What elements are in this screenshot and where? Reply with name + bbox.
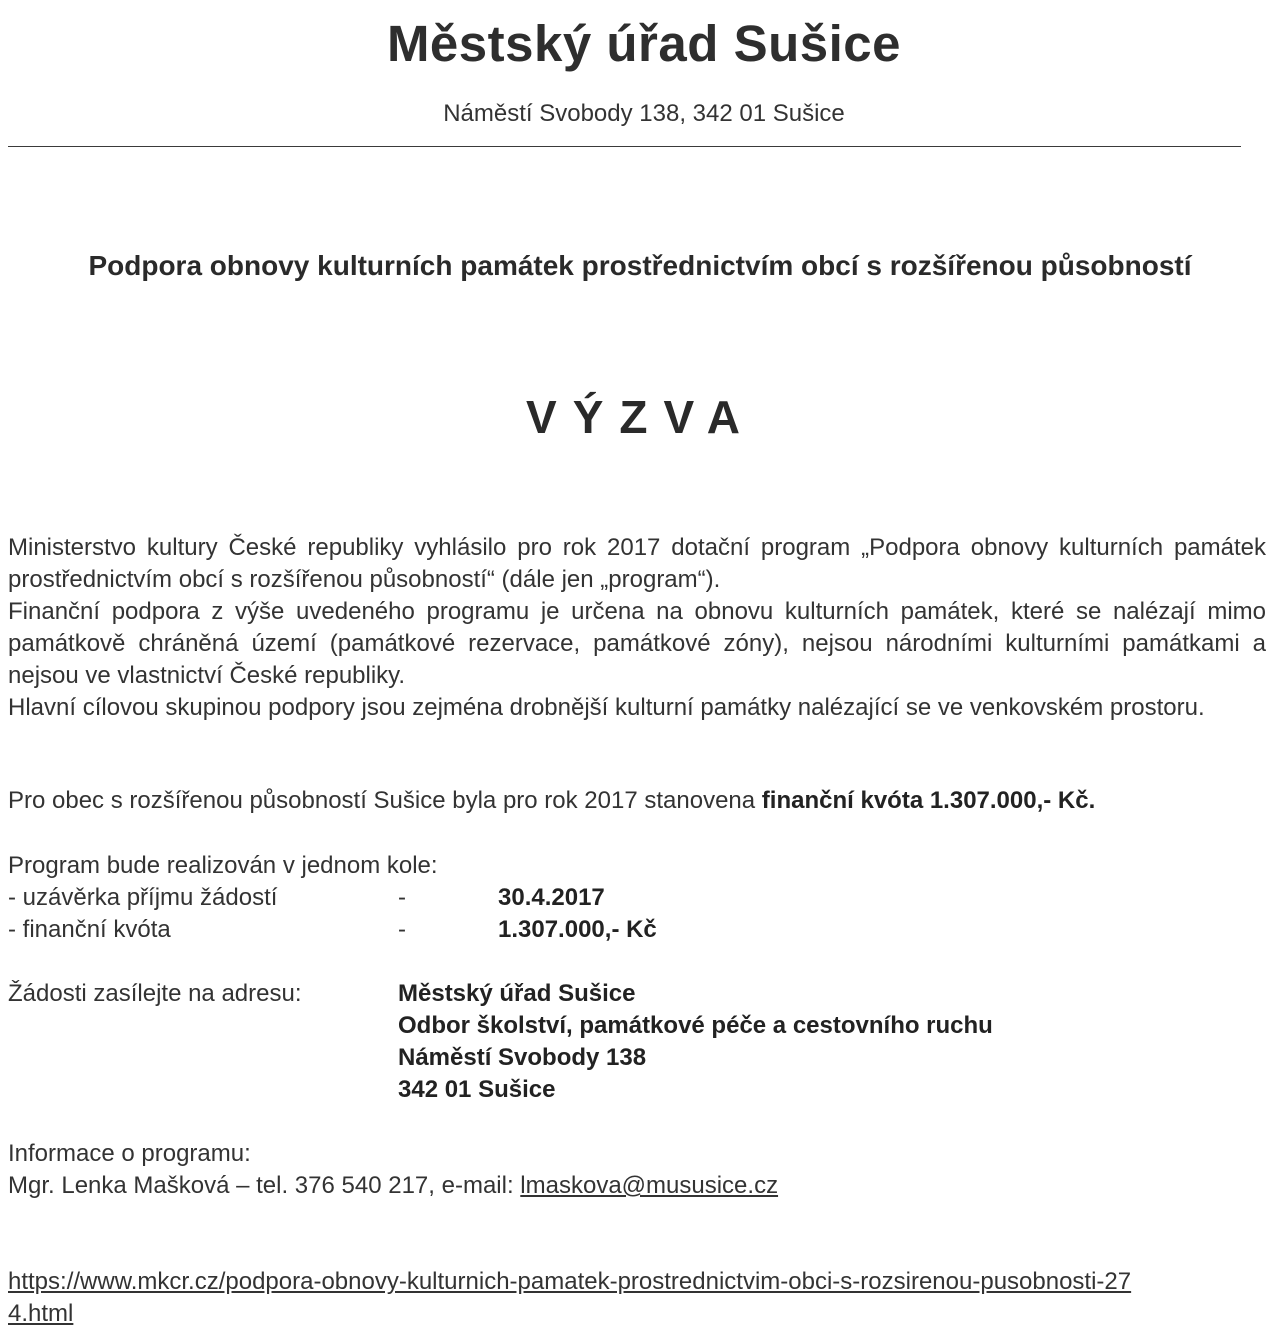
address-line: 342 01 Sušice <box>398 1076 556 1103</box>
info-label: Informace o programu: <box>8 1140 251 1167</box>
rounds-item-dash: - <box>398 916 406 943</box>
info-section <box>8 1138 1266 1202</box>
rounds-intro-row <box>8 850 1266 882</box>
program-title: Podpora obnovy kulturních památek prostřednictvím obcí s rozšířenou působností <box>88 250 1192 281</box>
call-heading: VÝZVA <box>526 391 756 443</box>
intro-paragraph-3: Hlavní cílovou skupinou podpory jsou zejména drobnější kulturní památky nalézající se ve venkovském prostoru. <box>8 694 1205 721</box>
rounds-intro: Program bude realizován v jednom kole: <box>8 852 438 879</box>
rounds-item-label: - finanční kvóta <box>8 916 171 943</box>
address-lines <box>398 978 993 1106</box>
quota-text: Pro obec s rozšířenou působností Sušice byla pro rok 2017 stanovena <box>8 787 762 814</box>
office-name: Městský úřad Sušice <box>386 15 902 72</box>
source-section <box>8 1266 1148 1330</box>
address-line: Městský úřad Sušice <box>398 980 636 1007</box>
source-url-link[interactable]: https://www.mkcr.cz/podpora-obnovy-kulturnich-pamatek-prostrednictvim-obci-s-rozsirenou-pusobnosti-274.html <box>8 1268 1132 1327</box>
rounds-item-quota <box>8 914 1266 946</box>
rounds-item-deadline <box>8 882 1266 914</box>
address-line: Odbor školství, památkové péče a cestovního ruchu <box>398 1012 993 1039</box>
rounds-item-dash: - <box>398 884 406 911</box>
address-label: Žádosti zasílejte na adresu: <box>8 980 302 1007</box>
quota-statement <box>8 785 1266 817</box>
rounds-section <box>8 850 1266 946</box>
rounds-item-value: 30.4.2017 <box>498 884 605 911</box>
office-address: Náměstí Svobody 138, 342 01 Sušice <box>443 100 845 127</box>
info-contact: Mgr. Lenka Mašková – tel. 376 540 217, e-mail: <box>8 1172 521 1199</box>
info-contact-line <box>8 1170 1266 1202</box>
email-link[interactable]: lmaskova@mususice.cz <box>520 1172 779 1199</box>
intro-section <box>8 532 1266 724</box>
address-line: Náměstí Svobody 138 <box>398 1044 647 1071</box>
header-divider <box>8 146 1241 147</box>
intro-paragraph-1: Ministerstvo kultury České republiky vyhlásilo pro rok 2017 dotační program „Podpora obnovy kulturních památek prostřednictvím obcí s rozšířenou působností“ (dále jen „program“). <box>8 534 1266 593</box>
rounds-item-label: - uzávěrka příjmu žádostí <box>8 884 278 911</box>
rounds-item-value: 1.307.000,- Kč <box>498 916 657 943</box>
intro-paragraph-2: Finanční podpora z výše uvedeného programu je určena na obnovu kulturních památek, které se nalézají mimo památkově chráněná území (památkové rezervace, památkové zóny), nejsou národními kulturními památkami a nejsou ve vlastnictví České republiky. <box>8 598 1266 689</box>
quota-amount: finanční kvóta 1.307.000,- Kč. <box>761 787 1096 814</box>
